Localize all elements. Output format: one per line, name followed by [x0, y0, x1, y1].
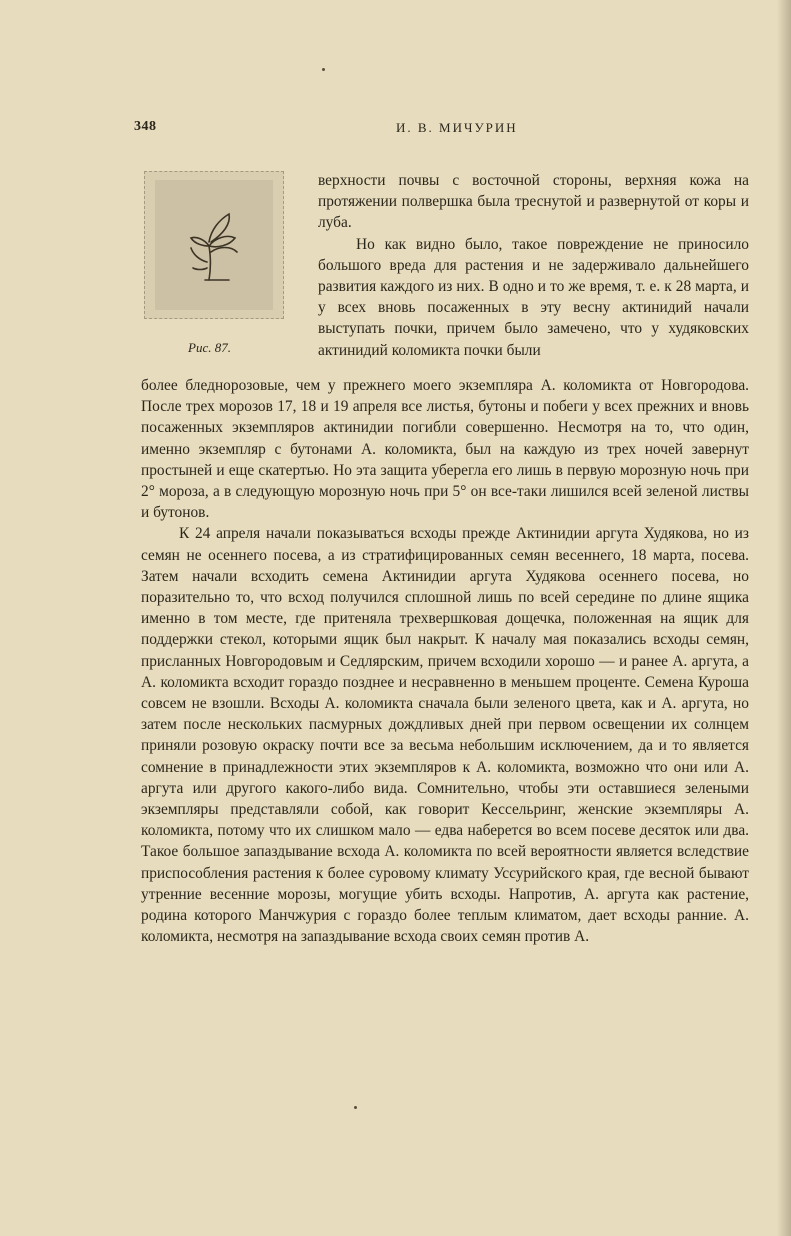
figure-caption: Рис. 87. — [188, 340, 231, 355]
page-number: 348 — [134, 119, 157, 134]
sprout-drawing — [145, 172, 283, 318]
running-title: И. В. МИЧУРИН — [396, 120, 518, 135]
print-speck — [322, 68, 325, 71]
figure-illustration — [144, 171, 284, 319]
body-text — [141, 375, 749, 947]
paragraph: К 24 апреля начали показываться всходы прежде Актинидии аргута Худякова, но из семян не осеннего посева, а из стратифицированных семян весеннего, 18 марта, посева. Затем начали всходить семена Актинидии аргута Худякова осеннего посева, но поразительно то, что всход получился сплошной лишь по всей середине по длине ящика именно в том месте, где притеняла трехвершковая дощечка, положенная на ящик для поддержки стекол, которыми ящик был накрыт. К началу мая показались всходы семян, присланных Новгородовым и Седлярским, причем всходили хорошо — и ранее А. аргута, а А. коломикта всходит гораздо позднее и несравненно в меньшем проценте. Семена Куроша совсем не взошли. Всходы А. коломикта сначала были зеленого цвета, как и А. аргута, но затем после нескольких пасмурных дождливых дней при первом освещении их солнцем приняли розовую окраску почти все за весьма небольшим исключением, да и то является сомнение в принадлежности этих экземпляров к А. коломикта, возможно что они или А. аргута или другого какого-либо вида. Сомнительно, чтобы эти оставшиеся зелеными экземпляры представляли собой, как говорит Кессельринг, женские экземпляры А. коломикта, потому что их слишком мало — едва наберется во всем посеве десяток или два. Такое большое запаздывание всхода А. коломикта по всей вероятности является вследствие приспособления растения к более суровому климату Уссурийского края, где весной бывают утренние весенние морозы, могущие убить всходы. Напротив, А. аргута как растение, родина которого Манчжурия с гораздо более теплым климатом, дает всходы ранние. А. коломикта, несмотря на запаздывание всхода своих семян против А. — [141, 525, 749, 946]
print-speck — [354, 1106, 357, 1109]
column-text — [318, 170, 749, 361]
paragraph: верхности почвы с восточной стороны, верхняя кожа на протяжении полвершка была треснутой и развернутой от коры и луба. — [318, 172, 749, 232]
paragraph: Но как видно было, такое повреждение не приносило большого вреда для растения и не задерживало дальнейшего развития каждого из них. В одно и то же время, т. е. к 28 марта, и у всех вновь посаженных в эту весну актинидий начали выступать почки, причем было замечено, что у худяковских актинидий коломикта почки были — [318, 235, 749, 359]
page-edge-shadow — [777, 0, 791, 1236]
paragraph: более бледнорозовые, чем у прежнего моего экземпляра А. коломикта от Новгородова. После трех морозов 17, 18 и 19 апреля все листья, бутоны и побеги у всех прежних и вновь посаженных экземпляров актинидии погибли совершенно. Несмотря на то, что один, именно экземпляр с бутонами А. коломикта, был на каждую из трех ночей завернут простыней и еще скатертью. Но эта защита уберегла его лишь в первую морозную ночь при 2° мороза, а в следующую морозную ночь при 5° он все-таки лишился всей зеленой листвы и бутонов. — [141, 377, 749, 522]
